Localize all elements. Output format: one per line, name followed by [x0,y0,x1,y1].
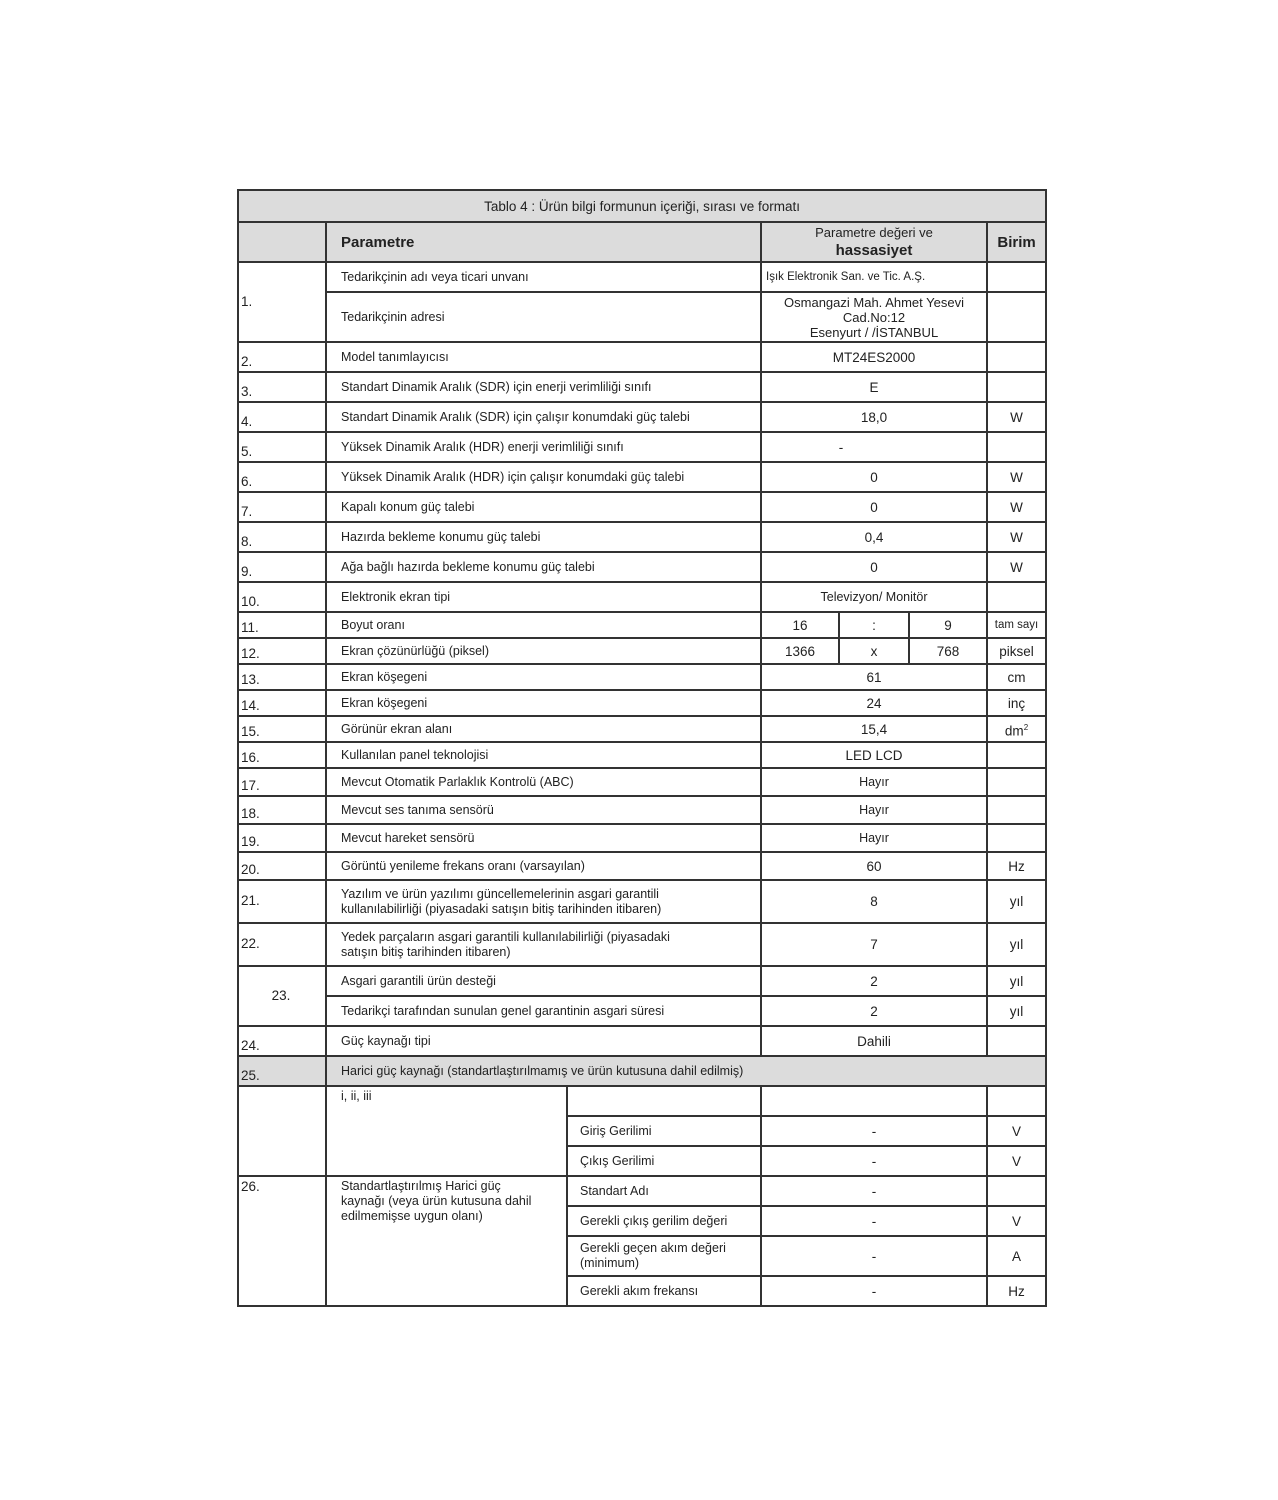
row-value: 0 [761,462,987,492]
external-psu-group-label: i, ii, iii [326,1086,567,1176]
table-row [238,638,1046,664]
row-label: Görüntü yenileme frekans oranı (varsayılan) [326,852,761,880]
row-unit [987,262,1046,292]
row-value: - [761,1276,987,1306]
row-unit: Hz [987,1276,1046,1306]
row-value: 2 [761,966,987,996]
table-header-row [238,222,1046,262]
row-label: Yazılım ve ürün yazılımı güncellemelerinin asgari garantili kullanılabilirliği (piyasadaki satışın bitiş tarihinden itibaren) [326,880,761,923]
row-label: Harici güç kaynağı (standartlaştırılmamış ve ürün kutusuna dahil edilmiş) [326,1056,1046,1086]
row-unit: cm [987,664,1046,690]
row-value [761,1086,987,1116]
row-unit: yıl [987,880,1046,923]
table-row [238,923,1046,966]
row-value: - [761,1116,987,1146]
table-row [238,1026,1046,1056]
row-unit: $dm^2$ [987,716,1046,742]
table-row [238,852,1046,880]
row-value: 0,4 [761,522,987,552]
resolution-separator: x [839,638,909,664]
table-row [238,768,1046,796]
row-value: 60 [761,852,987,880]
row-unit: yıl [987,966,1046,996]
table-caption-row [238,190,1046,222]
row-unit [987,742,1046,768]
table-caption: Tablo 4 : Ürün bilgi formunun içeriği, sırası ve formatı [238,190,1046,222]
row-number: 17. [238,768,326,796]
row-number: 2. [238,342,326,372]
row-number: 15. [238,716,326,742]
row-label: Tedarikçi tarafından sunulan genel garantinin asgari süresi [326,996,761,1026]
table-row [238,966,1046,996]
row-number: 9. [238,552,326,582]
table-row [238,1056,1046,1086]
row-unit: W [987,522,1046,552]
table-row [238,432,1046,462]
row-number: 20. [238,852,326,880]
row-number: 6. [238,462,326,492]
row-number: 23. [238,966,326,1026]
header-parameter: Parametre [326,222,761,262]
row-value: 0 [761,552,987,582]
header-unit: Birim [987,222,1046,262]
row-unit [987,582,1046,612]
header-value-line2: hassasiyet [835,242,913,259]
row-label: Görünür ekran alanı [326,716,761,742]
row-label: Yedek parçaların asgari garantili kullanılabilirliği (piyasadaki satışın bitiş tarihinden itibaren) [326,923,761,966]
row-number: 7. [238,492,326,522]
row-unit: yıl [987,996,1046,1026]
row-label: Mevcut ses tanıma sensörü [326,796,761,824]
row-unit [987,824,1046,852]
row-unit: tam sayı [987,612,1046,638]
sub-label: Gerekli akım frekansı [567,1276,761,1306]
sub-label: Giriş Gerilimi [567,1116,761,1146]
row-label: Kapalı konum güç talebi [326,492,761,522]
product-info-sheet [237,189,1045,1307]
row-value: Hayır [761,768,987,796]
row-unit: V [987,1206,1046,1236]
row-number: 4. [238,402,326,432]
table-row [238,664,1046,690]
row-value: 18,0 [761,402,987,432]
row-number: 12. [238,638,326,664]
row-label: Güç kaynağı tipi [326,1026,761,1056]
table-row [238,824,1046,852]
row-value: 15,4 [761,716,987,742]
row-number: 14. [238,690,326,716]
table-row [238,372,1046,402]
row-label: Ekran köşegeni [326,690,761,716]
row-unit: W [987,552,1046,582]
row-value: Hayır [761,824,987,852]
row-value: 8 [761,880,987,923]
row-number: 5. [238,432,326,462]
table-row [238,612,1046,638]
row-number: 18. [238,796,326,824]
row-unit: W [987,462,1046,492]
row-label: Ekran çözünürlüğü (piksel) [326,638,761,664]
row-label: Model tanımlayıcısı [326,342,761,372]
row-unit [987,1026,1046,1056]
row-unit: V [987,1146,1046,1176]
row-unit: V [987,1116,1046,1146]
row-value: 2 [761,996,987,1026]
row-value: - [761,432,987,462]
table-row [238,996,1046,1026]
row-value: - [761,1206,987,1236]
aspect-ratio-height: 9 [909,612,987,638]
row-number: 1. [238,262,326,342]
row-label: Ağa bağlı hazırda bekleme konumu güç talebi [326,552,761,582]
row-unit: W [987,402,1046,432]
aspect-ratio-separator: : [839,612,909,638]
row-label: Elektronik ekran tipi [326,582,761,612]
table-row [238,582,1046,612]
row-label: Standart Dinamik Aralık (SDR) için çalışır konumdaki güç talebi [326,402,761,432]
table-row [238,742,1046,768]
row-label: Standart Dinamik Aralık (SDR) için enerji verimliliği sınıfı [326,372,761,402]
table-row [238,492,1046,522]
table-row [238,262,1046,292]
row-number: 19. [238,824,326,852]
row-number: 25. [238,1056,326,1086]
row-value: Işık Elektronik San. ve Tic. A.Ş. [761,262,987,292]
row-value: 24 [761,690,987,716]
supplier-address: Osmangazi Mah. Ahmet Yesevi Cad.No:12 Esenyurt / /İSTANBUL [761,292,987,342]
row-label: Yüksek Dinamik Aralık (HDR) enerji verimliliği sınıfı [326,432,761,462]
row-unit: yıl [987,923,1046,966]
sub-label: Gerekli çıkış gerilim değeri [567,1206,761,1236]
table-row [238,880,1046,923]
row-value: 0 [761,492,987,522]
table-row [238,522,1046,552]
row-number: 26. [238,1176,326,1306]
row-unit [987,768,1046,796]
table-row [238,1176,1046,1206]
header-value [761,222,987,262]
header-value-line1: Parametre değeri ve [815,225,933,240]
row-unit: inç [987,690,1046,716]
row-value: - [761,1236,987,1276]
row-value: MT24ES2000 [761,342,987,372]
row-label: Mevcut Otomatik Parlaklık Kontrolü (ABC) [326,768,761,796]
row-unit: W [987,492,1046,522]
sub-label: Çıkış Gerilimi [567,1146,761,1176]
row-label: Mevcut hareket sensörü [326,824,761,852]
row-number: 8. [238,522,326,552]
row-unit: Hz [987,852,1046,880]
product-info-table [237,189,1047,1307]
row-number: 3. [238,372,326,402]
row-number: 24. [238,1026,326,1056]
row-unit: A [987,1236,1046,1276]
table-row [238,292,1046,342]
row-unit [987,1176,1046,1206]
row-value: 7 [761,923,987,966]
row-number: 22. [238,923,326,966]
row-label: Yüksek Dinamik Aralık (HDR) için çalışır konumdaki güç talebi [326,462,761,492]
table-row [238,690,1046,716]
row-number: 10. [238,582,326,612]
table-row [238,552,1046,582]
table-row [238,342,1046,372]
row-label: Kullanılan panel teknolojisi [326,742,761,768]
aspect-ratio-width: 16 [761,612,839,638]
standard-psu-group-label: Standartlaştırılmış Harici güç kaynağı (veya ürün kutusuna dahil edilmemişse uygun olanı) [326,1176,567,1306]
table-row [238,716,1046,742]
header-number [238,222,326,262]
row-label: Tedarikçinin adresi [326,292,761,342]
row-unit [987,432,1046,462]
row-value: Televizyon/ Monitör [761,582,987,612]
sub-label [567,1086,761,1116]
table-row [238,462,1046,492]
row-value: LED LCD [761,742,987,768]
row-value: - [761,1176,987,1206]
row-value: 61 [761,664,987,690]
row-unit [987,342,1046,372]
row-unit [987,796,1046,824]
row-label: Boyut oranı [326,612,761,638]
row-number: 21. [238,880,326,923]
row-label: Tedarikçinin adı veya ticari unvanı [326,262,761,292]
row-value: - [761,1146,987,1176]
row-unit [987,1086,1046,1116]
sub-label: Standart Adı [567,1176,761,1206]
table-row [238,1086,1046,1116]
row-value: Dahili [761,1026,987,1056]
row-label: Ekran köşegeni [326,664,761,690]
sub-label: Gerekli geçen akım değeri (minimum) [567,1236,761,1276]
row-unit: piksel [987,638,1046,664]
resolution-width: 1366 [761,638,839,664]
row-value: Hayır [761,796,987,824]
row-number [238,1086,326,1176]
row-value: E [761,372,987,402]
resolution-height: 768 [909,638,987,664]
row-number: 13. [238,664,326,690]
row-number: 11. [238,612,326,638]
row-unit [987,292,1046,342]
table-row [238,796,1046,824]
row-number: 16. [238,742,326,768]
row-label: Asgari garantili ürün desteği [326,966,761,996]
row-unit [987,372,1046,402]
row-label: Hazırda bekleme konumu güç talebi [326,522,761,552]
table-row [238,402,1046,432]
